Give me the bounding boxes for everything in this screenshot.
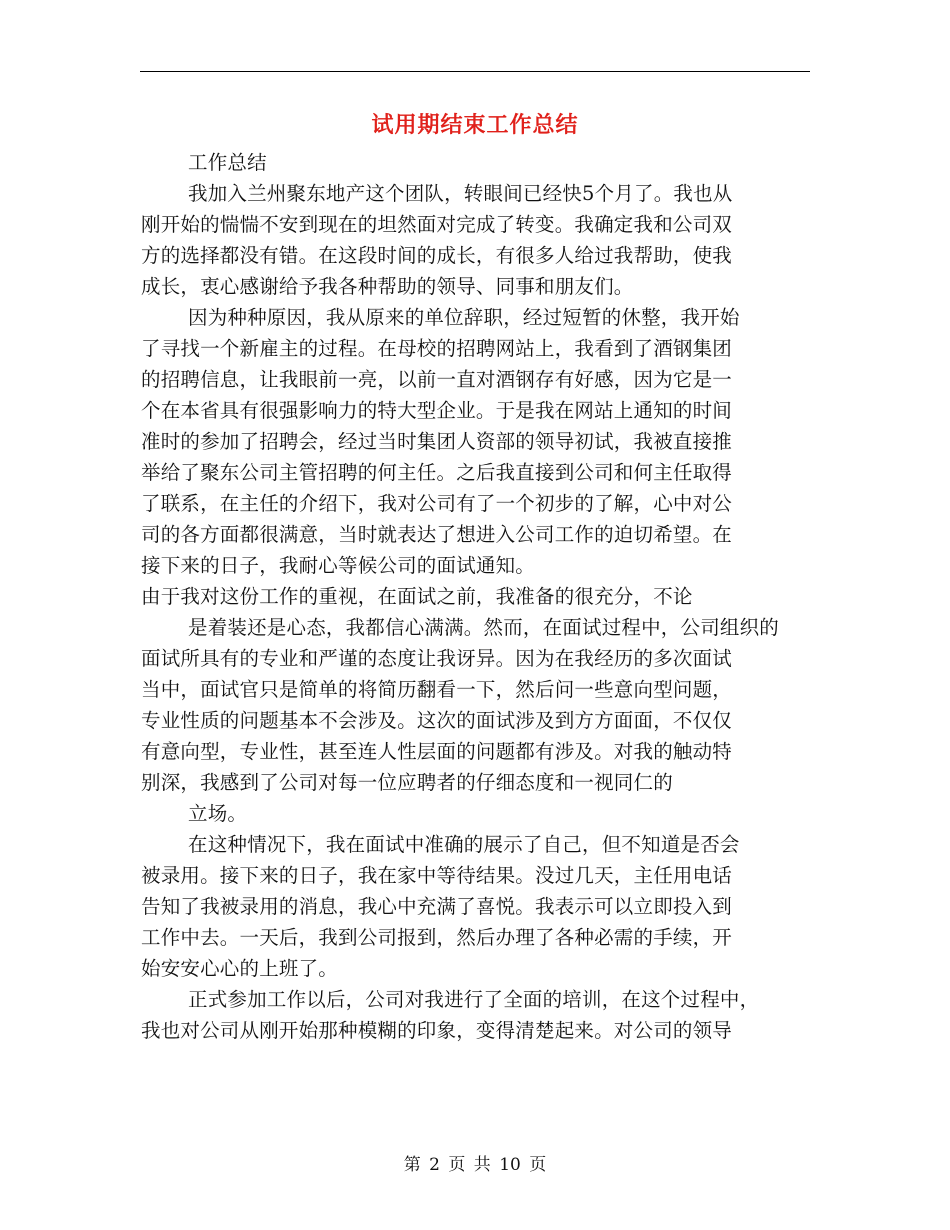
body-line: 我加入兰州聚东地产这个团队，转眼间已经快5个月了。我也从 (188, 182, 733, 205)
body-line: 别深，我感到了公司对每一位应聘者的仔细态度和一视同仁的 (141, 771, 673, 794)
body-line: 告知了我被录用的消息，我心中充满了喜悦。我表示可以立即投入到 (141, 895, 733, 918)
document-title: 试用期结束工作总结 (371, 112, 579, 138)
body-line: 始安安心心的上班了。 (141, 957, 339, 980)
body-line: 由于我对这份工作的重视，在面试之前，我准备的很充分，不论 (141, 585, 693, 608)
header-rule (140, 71, 810, 72)
page-number: 第 2 页 共 10 页 (403, 1155, 547, 1175)
body-line: 工作中去。一天后，我到公司报到，然后办理了各种必需的手续，开 (141, 926, 733, 949)
body-line: 因为种种原因，我从原来的单位辞职，经过短暂的休整，我开始 (188, 306, 740, 329)
body-line: 的招聘信息，让我眼前一亮，以前一直对酒钢存有好感，因为它是一 (141, 368, 733, 391)
body-line: 准时的参加了招聘会，经过当时集团人资部的领导初试，我被直接推 (141, 430, 733, 453)
body-line: 面试所具有的专业和严谨的态度让我讶异。因为在我经历的多次面试 (141, 647, 733, 670)
body-line: 有意向型，专业性，甚至连人性层面的问题都有涉及。对我的触动特 (141, 740, 733, 763)
body-line: 成长，衷心感谢给予我各种帮助的领导、同事和朋友们。 (141, 275, 634, 298)
body-line: 接下来的日子，我耐心等候公司的面试通知。 (141, 554, 536, 577)
body-line: 立场。 (188, 802, 248, 825)
body-line: 专业性质的问题基本不会涉及。这次的面试涉及到方方面面，不仅仅 (141, 709, 733, 732)
body-line: 了寻找一个新雇主的过程。在母校的招聘网站上，我看到了酒钢集团 (141, 337, 733, 360)
body-line: 司的各方面都很满意，当时就表达了想进入公司工作的迫切希望。在 (141, 523, 733, 546)
body-line: 在这种情况下，我在面试中准确的展示了自己，但不知道是否会 (188, 833, 740, 856)
body-line: 方的选择都没有错。在这段时间的成长，有很多人给过我帮助，使我 (141, 244, 733, 267)
body-line: 刚开始的惴惴不安到现在的坦然面对完成了转变。我确定我和公司双 (141, 213, 733, 236)
body-line: 工作总结 (188, 151, 267, 174)
body-line: 个在本省具有很强影响力的特大型企业。于是我在网站上通知的时间 (141, 399, 733, 422)
body-line: 被录用。接下来的日子，我在家中等待结果。没过几天，主任用电话 (141, 864, 733, 887)
body-line: 举给了聚东公司主管招聘的何主任。之后我直接到公司和何主任取得 (141, 461, 733, 484)
body-line: 了联系，在主任的介绍下，我对公司有了一个初步的了解，心中对公 (141, 492, 733, 515)
body-line: 正式参加工作以后，公司对我进行了全面的培训，在这个过程中， (188, 988, 760, 1011)
body-line: 是着装还是心态，我都信心满满。然而，在面试过程中，公司组织的 (188, 616, 780, 639)
body-line: 我也对公司从刚开始那种模糊的印象，变得清楚起来。对公司的领导 (141, 1019, 733, 1042)
body-line: 当中，面试官只是简单的将简历翻看一下，然后问一些意向型问题， (141, 678, 733, 701)
